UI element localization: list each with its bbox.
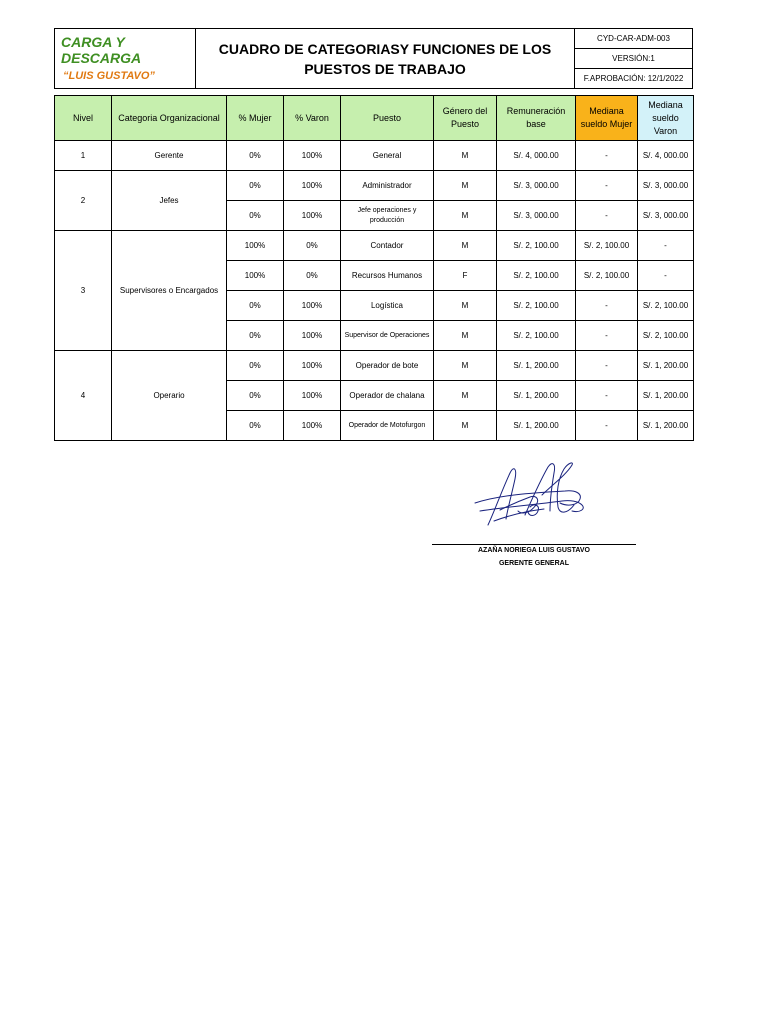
mediana-varon-cell: S/. 1, 200.00 (638, 351, 694, 381)
mediana-varon-cell: S/. 4, 000.00 (638, 141, 694, 171)
signer-role: GERENTE GENERAL (498, 560, 569, 567)
puesto-cell: Contador (341, 231, 434, 261)
column-header: Género del Puesto (434, 96, 497, 141)
categoria-cell: Supervisores o Encargados (112, 231, 227, 351)
mediana-varon-cell: - (638, 261, 694, 291)
mediana-mujer-cell: - (576, 351, 638, 381)
mediana-mujer-cell: - (576, 171, 638, 201)
remuneracion-cell: S/. 2, 100.00 (497, 321, 576, 351)
mediana-mujer-cell: - (576, 411, 638, 441)
puesto-cell: Administrador (341, 171, 434, 201)
nivel-cell: 2 (55, 171, 112, 231)
varon-cell: 0% (284, 231, 341, 261)
genero-cell: M (434, 381, 497, 411)
column-header: % Mujer (227, 96, 284, 141)
varon-cell: 100% (284, 201, 341, 231)
varon-cell: 100% (284, 321, 341, 351)
column-header: Nivel (55, 96, 112, 141)
varon-cell: 100% (284, 381, 341, 411)
categoria-cell: Operario (112, 351, 227, 441)
column-header: Mediana sueldo Mujer (576, 96, 638, 141)
table-row (55, 141, 694, 171)
genero-cell: M (434, 171, 497, 201)
nivel-cell: 3 (55, 231, 112, 351)
company-logo (55, 29, 196, 89)
column-header: % Varon (284, 96, 341, 141)
mediana-mujer-cell: S/. 2, 100.00 (576, 231, 638, 261)
remuneracion-cell: S/. 3, 000.00 (497, 201, 576, 231)
remuneracion-cell: S/. 1, 200.00 (497, 351, 576, 381)
genero-cell: F (434, 261, 497, 291)
puesto-cell: Jefe operaciones y producción (341, 201, 434, 231)
remuneracion-cell: S/. 2, 100.00 (497, 291, 576, 321)
genero-cell: M (434, 201, 497, 231)
genero-cell: M (434, 291, 497, 321)
mujer-cell: 0% (227, 291, 284, 321)
document-version: VERSIÓN:1 (575, 49, 693, 69)
mujer-cell: 0% (227, 351, 284, 381)
mujer-cell: 0% (227, 141, 284, 171)
document-code: CYD-CAR-ADM-003 (575, 29, 693, 49)
mujer-cell: 0% (227, 411, 284, 441)
mediana-varon-cell: S/. 2, 100.00 (638, 291, 694, 321)
mediana-mujer-cell: - (576, 381, 638, 411)
puesto-cell: Operador de chalana (341, 381, 434, 411)
remuneracion-cell: S/. 4, 000.00 (497, 141, 576, 171)
mediana-varon-cell: S/. 2, 100.00 (638, 321, 694, 351)
mediana-mujer-cell: - (576, 201, 638, 231)
mujer-cell: 0% (227, 201, 284, 231)
genero-cell: M (434, 411, 497, 441)
mediana-varon-cell: - (638, 231, 694, 261)
mujer-cell: 100% (227, 231, 284, 261)
table-row (55, 231, 694, 261)
puesto-cell: Logística (341, 291, 434, 321)
varon-cell: 0% (284, 261, 341, 291)
nivel-cell: 4 (55, 351, 112, 441)
mediana-varon-cell: S/. 1, 200.00 (638, 411, 694, 441)
logo-title: CARGA Y DESCARGA (61, 34, 142, 66)
genero-cell: M (434, 351, 497, 381)
puesto-cell: Supervisor de Operaciones (341, 321, 434, 351)
table-header-row (55, 96, 694, 141)
column-header: Puesto (341, 96, 434, 141)
mujer-cell: 0% (227, 171, 284, 201)
puesto-cell: Operador de bote (341, 351, 434, 381)
logo-subtitle: “LUIS GUSTAVO” (63, 70, 155, 82)
column-header: Categoria Organizacional (112, 96, 227, 141)
column-header: Remuneración base (497, 96, 576, 141)
mediana-varon-cell: S/. 1, 200.00 (638, 381, 694, 411)
varon-cell: 100% (284, 351, 341, 381)
varon-cell: 100% (284, 141, 341, 171)
categoria-cell: Jefes (112, 171, 227, 231)
varon-cell: 100% (284, 411, 341, 441)
remuneracion-cell: S/. 1, 200.00 (497, 411, 576, 441)
remuneracion-cell: S/. 2, 100.00 (497, 261, 576, 291)
remuneracion-cell: S/. 1, 200.00 (497, 381, 576, 411)
remuneracion-cell: S/. 3, 000.00 (497, 171, 576, 201)
mediana-mujer-cell: S/. 2, 100.00 (576, 261, 638, 291)
mujer-cell: 0% (227, 321, 284, 351)
mediana-varon-cell: S/. 3, 000.00 (638, 201, 694, 231)
column-header: Mediana sueldo Varon (638, 96, 694, 141)
mediana-varon-cell: S/. 3, 000.00 (638, 171, 694, 201)
mujer-cell: 0% (227, 381, 284, 411)
mediana-mujer-cell: - (576, 141, 638, 171)
mediana-mujer-cell: - (576, 291, 638, 321)
genero-cell: M (434, 321, 497, 351)
approval-date: F.APROBACIÓN: 12/1/2022 (575, 69, 693, 89)
categoria-cell: Gerente (112, 141, 227, 171)
signer-name: AZAÑA NORIEGA LUIS GUSTAVO (478, 547, 590, 554)
varon-cell: 100% (284, 291, 341, 321)
varon-cell: 100% (284, 171, 341, 201)
genero-cell: M (434, 141, 497, 171)
puesto-cell: Operador de Motofurgon (341, 411, 434, 441)
handwritten-signature (470, 455, 600, 535)
mediana-mujer-cell: - (576, 321, 638, 351)
signature-line (432, 544, 636, 545)
puesto-cell: General (341, 141, 434, 171)
mujer-cell: 100% (227, 261, 284, 291)
categories-table (54, 95, 694, 441)
document-header (54, 28, 693, 89)
table-row (55, 351, 694, 381)
remuneracion-cell: S/. 2, 100.00 (497, 231, 576, 261)
puesto-cell: Recursos Humanos (341, 261, 434, 291)
nivel-cell: 1 (55, 141, 112, 171)
genero-cell: M (434, 231, 497, 261)
table-row (55, 171, 694, 201)
document-title: CUADRO DE CATEGORIASY FUNCIONES DE LOS PUESTOS DE TRABAJO (196, 29, 575, 89)
